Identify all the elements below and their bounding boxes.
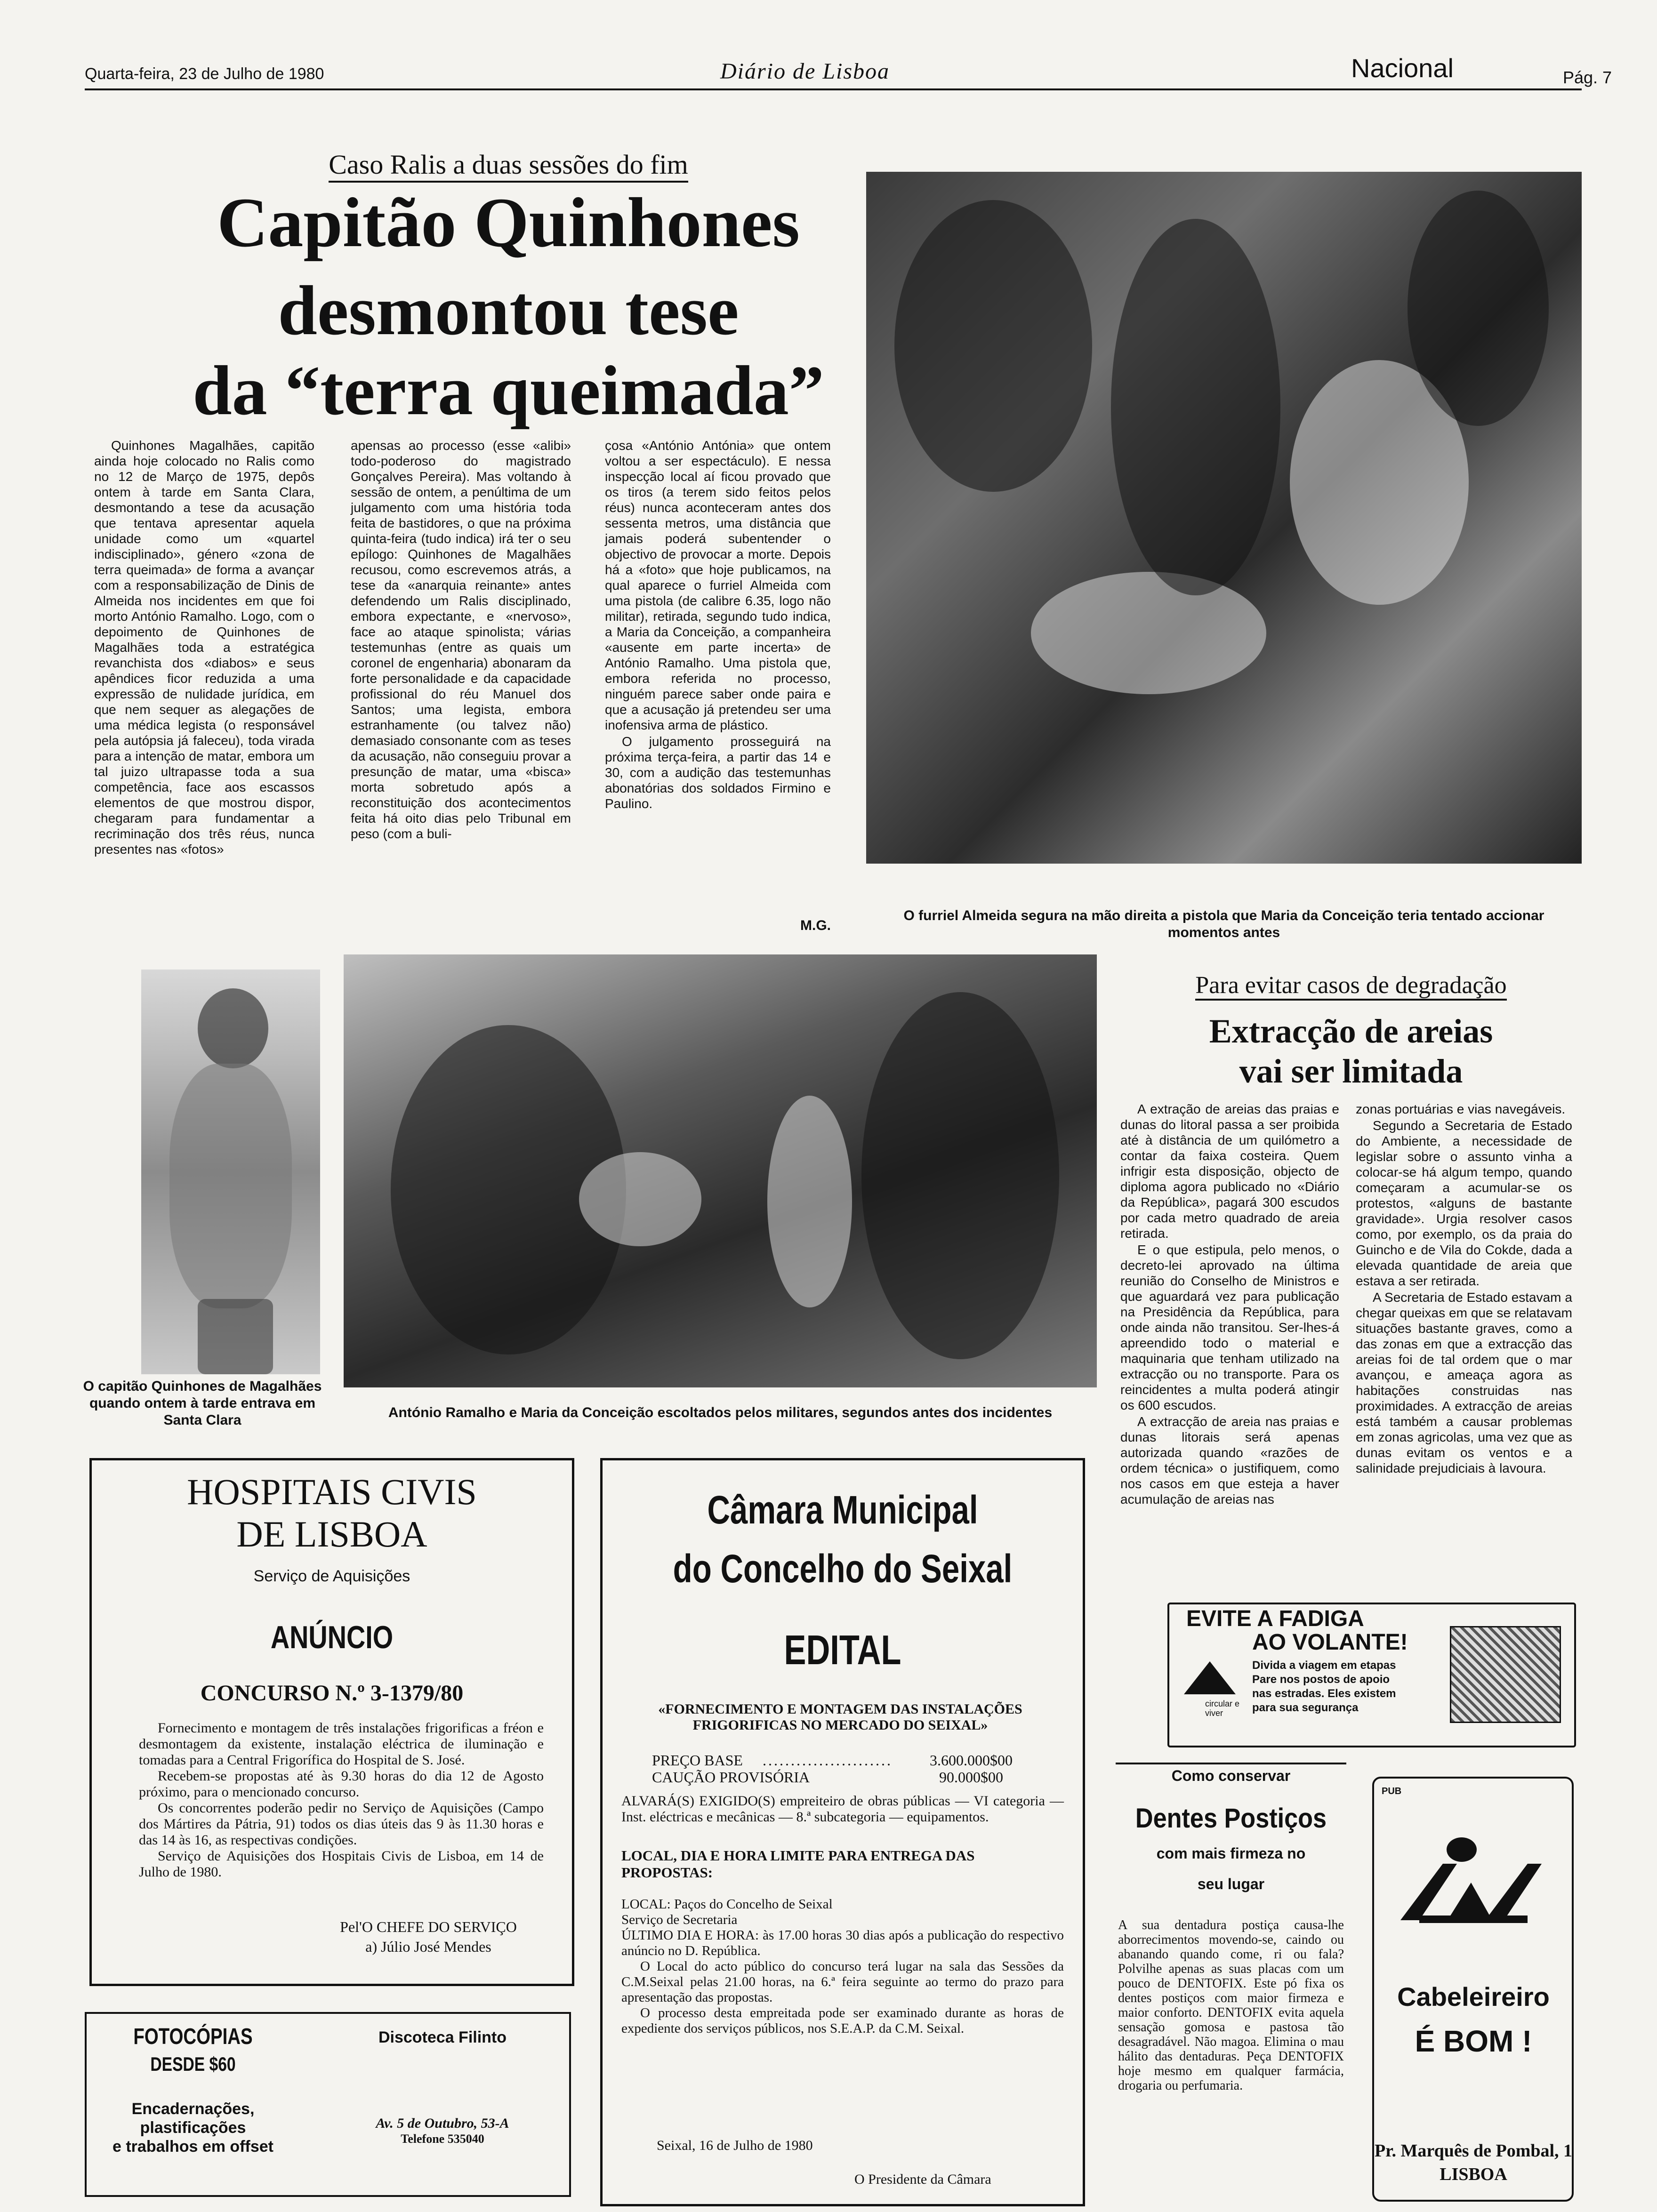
fadiga-line-3: nas estradas. Eles existem — [1252, 1687, 1396, 1700]
seixal-local-1: LOCAL: Paços do Concelho de Seixal — [621, 1897, 833, 1912]
areias-col1-p1: A extração de areias das praias e dunas do litoral passa a ser proibida até à distância de um quilómetro a contar da faixa costeira. Quem infrigir esta disposição, objecto de diploma agora publicado no «Diário da República», pagará 300 escudos por cada metro quadrado de areia retirada. — [1120, 1102, 1339, 1241]
kicker — [141, 149, 876, 180]
cabeleireiro-logo-icon — [1391, 1826, 1551, 1939]
fotocopias-title-1: FOTOCÓPIAS — [133, 2024, 253, 2049]
article-col3-text: çosa «António Antónia» que ontem voltou a ser espectáculo). E nessa inspecção local aí ficou provado que os tiros (a terem sido feitos pelos réus) nunca aconteceram antes dos sessenta metros, uma distância que jamais poderá subentender o objectivo de provocar a morte. Depois há a «foto» que hoje publicamos, na qual aparece o furriel Almeida com uma pistola (de calibre 6.35, logo não militar), retirada, segundo tudo indica, a Maria da Conceição, a companheira «ausente em parte incerta» de António Ramalho. Uma pistola que, embora referida no processo, ninguém parece saber onde paira e que a acusação já pretendeu ser uma inofensiva arma de plástico. — [605, 438, 831, 732]
seixal-preco-label: PREÇO BASE — [652, 1752, 743, 1769]
seixal-local-title: LOCAL, DIA E HORA LIMITE PARA ENTREGA DAS PROPOSTAS: — [621, 1847, 975, 1881]
seixal-local-3: ÚLTIMO DIA E HORA: às 17.00 horas 30 dias após a publicação do respectivo anúncio no D. República. — [621, 1928, 1064, 1958]
fadiga-station-icon — [1450, 1626, 1561, 1723]
fadiga-arrow-icon — [1184, 1661, 1236, 1694]
caption-captain: O capitão Quinhones de Magalhães quando ontem à tarde entrava em Santa Clara — [83, 1378, 322, 1428]
page-number: Pág. 7 — [1563, 68, 1612, 87]
caption-furriel: O furriel Almeida segura na mão direita a pistola que Maria da Conceição teria tentado accionar momentos antes — [903, 908, 1544, 940]
areias-kicker-text: Para evitar casos de degradação — [1195, 972, 1506, 1001]
article-column-3 — [605, 438, 831, 812]
seixal-title-1: Câmara Municipal — [707, 1488, 978, 1532]
hospitais-body — [139, 1720, 544, 1880]
seixal-caucao-value: 90.000$00 — [939, 1769, 1003, 1786]
fotocopias-line-1: Encadernações, — [131, 2100, 255, 2118]
areias-col2-p2: Segundo a Secretaria de Estado do Ambiente, a necessidade de legislar sobre o assunto vinha a colocar-se há algum tempo, quando começaram a acumular-se os protestos, «alguns de bastante gravidade». Urgia resolver casos como, por exemplo, os da praia do Guincho e de Vila do Cokde, dada a elevada quantidade de areia que estava a ser retirada. — [1356, 1118, 1572, 1288]
seixal-signer: O Presidente da Câmara — [854, 2172, 991, 2187]
cabeleireiro-address-2: LISBOA — [1440, 2164, 1507, 2184]
dentes-sub-1: com mais firmeza no — [1156, 1845, 1306, 1862]
cabeleireiro-slogan: É BOM ! — [1415, 2024, 1532, 2058]
fadiga-title-2: AO VOLANTE! — [1252, 1630, 1408, 1655]
hospitais-subtitle: Serviço de Aquisições — [253, 1567, 410, 1585]
dentes-top-rule — [1116, 1763, 1346, 1764]
dentes-title: Dentes Postiços — [1135, 1803, 1327, 1834]
seixal-date: Seixal, 16 de Julho de 1980 — [657, 2138, 813, 2153]
fadiga-line-1: Divida a viagem em etapas — [1252, 1659, 1396, 1672]
hospitais-p3: Os concorrentes poderão pedir no Serviço de Aquisições (Campo dos Mártires da Pátria, 91) todos os dias úteis das 9 às 11.30 horas e das 14 às 16, as respectivas condições. — [139, 1800, 544, 1848]
areias-col1-p3: A extracção de areia nas praias e dunas litorais será apenas autorizada quando «razões de ordem técnica» o justifiquem, como nos casos em que esteja a haver acumulação de areias nas — [1120, 1414, 1339, 1507]
article-signature: M.G. — [800, 918, 831, 933]
seixal-alvara: ALVARÁ(S) EXIGIDO(S) empreiteiro de obras públicas — VI categoria — Inst. eléctricas e mecânicas — 8.ª subcategoria — equipamentos. — [621, 1793, 1064, 1825]
hospitais-title-1: HOSPITAIS CIVIS — [187, 1471, 477, 1512]
fadiga-line-4: para sua segurança — [1252, 1701, 1359, 1714]
article-col1-text: Quinhones Magalhães, capitão ainda hoje colocado no Ralis como no 12 de Março de 1975, depôs ontem à tarde em Santa Clara, desmontando a tese da acusação que tentava apresentar aquela unidade como um «quartel indisciplinado», género «zona de terra queimada» de forma a avançar com a responsabilização de Dinis de Almeida nos incidentes em que foi morto António Ramalho. Logo, com o depoimento de Quinhones de Magalhães toda a estratégica revanchista dos «diabos» e seus apêndices ficor reduzida a uma expressão de nulidade jurídica, em que nem sequer as alegações de uma médica legista (o responsável pela autópsia já faleceu), toda virada para a intenção de matar, embora um tal juizo ultrapasse toda a sua competência, face aos escassos elementos de que mostrou dispor, chegaram para fundamentar a recriminação dos três réus, nunca presentes nas «fotos» — [94, 438, 314, 857]
cabeleireiro-address-1: Pr. Marquês de Pombal, 1 — [1374, 2141, 1573, 2161]
areias-col1-p2: E o que estipula, pelo menos, o decreto-lei aprovado na última reunião do Conselho de Ministros e que aguardará vez para publicação na Presidência da República, para onde ainda não transitou. Ser-lhes-á apreendido todo o material e maquinaria que tenham utilizado na extracção ou no transporte. Para os reincidentes a multa poderá atingir os 600 escudos. — [1120, 1242, 1339, 1412]
areias-column-1 — [1120, 1101, 1339, 1508]
hospitais-title-2: DE LISBOA — [236, 1514, 427, 1555]
header-rule — [85, 88, 1582, 90]
seixal-preco-dots: ....................... — [763, 1752, 893, 1769]
photo-furriel-almeida — [866, 172, 1582, 864]
masthead: Diário de Lisboa — [720, 59, 890, 84]
seixal-local-4: O Local do acto público do concurso terá lugar na sala das Sessões da C.M.Seixal pelas 21.00 horas, na 6.ª feira seguinte ao termo do prazo para apresentação das propostas. — [621, 1959, 1064, 2005]
fotocopias-title-2: DESDE $60 — [150, 2053, 236, 2075]
article-col3-text-2: O julgamento prosseguirá na próxima terça-feira, a partir das 14 e 30, com a audição das testemunhas abonatórias dos soldados Firmino e Paulino. — [605, 734, 831, 811]
seixal-local-body — [621, 1897, 1064, 2036]
hospitais-p2: Recebem-se propostas até às 9.30 horas do dia 12 de Agosto próximo, para o mencionado concurso. — [139, 1768, 544, 1800]
fotocopias-shop: Discoteca Filinto — [378, 2028, 507, 2046]
seixal-title-2: do Concelho do Seixal — [673, 1547, 1013, 1591]
areias-col2-p1: zonas portuárias e vias navegáveis. — [1356, 1102, 1566, 1116]
seixal-object: «FORNECIMENTO E MONTAGEM DAS INSTALAÇÕES FRIGORIFICAS NO MERCADO DO SEIXAL» — [658, 1701, 1022, 1733]
hospitais-p4: Serviço de Aquisições dos Hospitais Civis de Lisboa, em 14 de Julho de 1980. — [139, 1848, 544, 1880]
photo-escort — [344, 954, 1097, 1387]
seixal-preco-value: 3.600.000$00 — [930, 1752, 1013, 1769]
fotocopias-address: Av. 5 de Outubro, 53-A — [376, 2116, 509, 2131]
article-column-1 — [94, 438, 314, 858]
areias-headline-2: vai ser limitada — [1239, 1052, 1463, 1090]
fadiga-title-1: EVITE A FADIGA — [1186, 1606, 1364, 1631]
seixal-local-5: O processo desta empreitada pode ser examinado durante as horas de expediente dos serviços públicos, nos S.E.A.P. da C.M. Seixal. — [621, 2005, 1064, 2036]
headline-line-1: Capitão Quinhones — [217, 184, 800, 262]
dentes-sub-2: seu lugar — [1197, 1875, 1265, 1892]
seixal-edital: EDITAL — [784, 1627, 901, 1673]
areias-col2-p3: A Secretaria de Estado estavam a chegar queixas em que se relatavam situações bastante graves, como a das zonas em que a extracção das areias foi de tal ordem que o mar avançou, e ameaça agora as habitações construidas nas proximidades. A extracção de areias está também a causar problemas em zonas agricolas, uma vez que as dunas evitam os ventos e a salinidade prejudiciais à lavoura. — [1356, 1290, 1572, 1475]
hospitais-anuncio: ANÚNCIO — [270, 1619, 394, 1655]
article-column-2 — [351, 438, 571, 842]
seixal-local-2: Serviço de Secretaria — [621, 1912, 738, 1927]
kicker-text: Caso Ralis a duas sessões do fim — [329, 149, 688, 183]
dentes-body: A sua dentadura postiça causa-lhe aborrecimentos movendo-se, caindo ou abanando quando come, ri ou fala? Polvilhe apenas as suas placas com um pouco de DENTOFIX. Este pó fixa os dentes postiços com maior firmeza e maior conforto. DENTOFIX evita aquela sensação gomosa e pastosa tão desagradável. Não magoa. Elimina o mau hálito das dentaduras. Peça DENTOFIX hoje mesmo em qualquer farmácia, drogaria ou perfumaria. — [1118, 1918, 1344, 2093]
headline-line-3: da “terra queimada” — [193, 352, 824, 430]
fotocopias-line-3: e trabalhos em offset — [113, 2138, 273, 2156]
dentes-kicker: Como conservar — [1171, 1767, 1291, 1784]
fadiga-line-2: Pare nos postos de apoio — [1252, 1673, 1390, 1686]
photo-captain-quinhones — [141, 970, 320, 1374]
header-date: Quarta-feira, 23 de Julho de 1980 — [85, 65, 324, 83]
headline-line-2: desmontou tese — [278, 272, 739, 350]
cabeleireiro-pub: PUB — [1382, 1786, 1402, 1796]
fotocopias-phone: Telefone 535040 — [401, 2132, 484, 2146]
areias-kicker — [1116, 971, 1586, 999]
seixal-caucao-label: CAUÇÃO PROVISÓRIA — [652, 1769, 810, 1786]
hospitais-p1: Fornecimento e montagem de três instalações frigorificas a fréon e desmontagem da existente, instalação eléctrica de iluminação e tomadas para a Central Frigorífica do Hospital de S. José. — [139, 1720, 544, 1768]
areias-headline-1: Extracção de areias — [1209, 1012, 1493, 1050]
fadiga-logo-text: circular e viver — [1205, 1699, 1240, 1718]
caption-escort: António Ramalho e Maria da Conceição escoltados pelos militares, segundos antes dos incidentes — [388, 1405, 1053, 1420]
hospitais-sign-2: a) Júlio José Mendes — [365, 1938, 491, 1955]
cabeleireiro-title: Cabeleireiro — [1397, 1982, 1550, 2012]
hospitais-sign-1: Pel'O CHEFE DO SERVIÇO — [340, 1918, 517, 1935]
fotocopias-line-2: plastificações — [140, 2119, 246, 2137]
areias-column-2 — [1356, 1101, 1572, 1477]
section-name: Nacional — [1351, 53, 1454, 83]
article-col2-text: apensas ao processo (esse «alibi» todo-poderoso do magistrado Gonçalves Pereira). Mas voltando à sessão de ontem, a penúltima de um julgamento com uma história toda feita de bastidores, o que na próxima quinta-feira (tudo indica) irá ter o seu epílogo: Quinhones de Magalhães recusou, como escrevemos atrás, a tese da «anarquia reinante» antes defendendo um Ralis disciplinado, embora expectante, e «nervoso», face ao ataque spinolista; várias testemunhas (entre as quais um coronel de engenharia) abonaram da forte personalidade e da capacidade profissional do réu Manuel dos Santos; uma legista, embora estranhamente (ou talvez não) demasiado consonante com as teses da acusação, não conseguiu provar a presunção de matar, uma «bisca» morta sobretudo após a reconstituição dos acontecimentos feita há oito dias pelo Tribunal em peso (com a buli- — [351, 438, 571, 841]
hospitais-concurso: CONCURSO N.º 3-1379/80 — [200, 1681, 464, 1706]
